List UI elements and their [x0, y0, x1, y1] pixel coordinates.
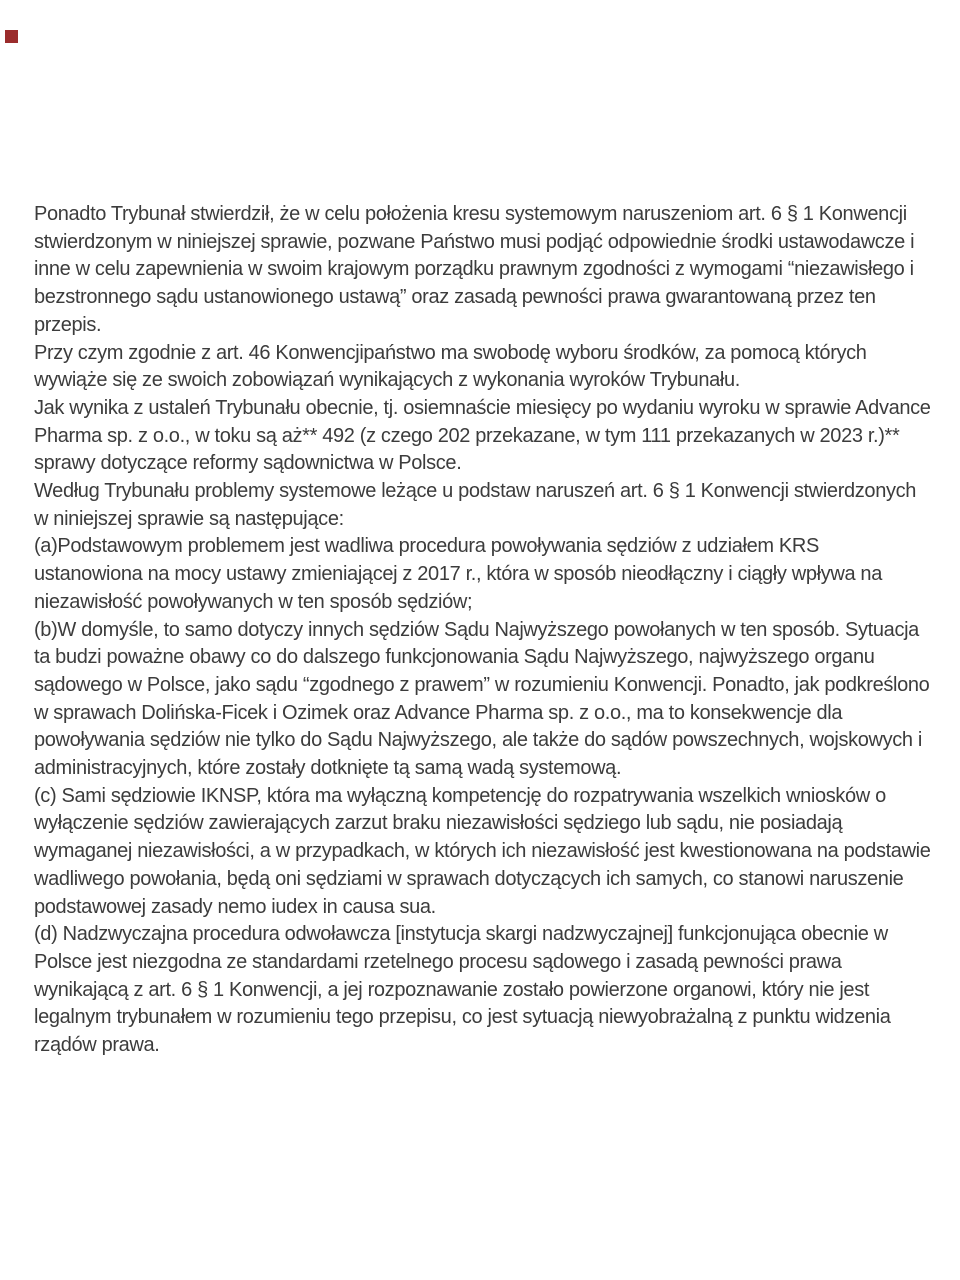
paragraph: Ponadto Trybunał stwierdził, że w celu położenia kresu systemowym naruszeniom art. 6 § 1 Konwencji stwierdzonym w niniejszej sprawie, pozwane Państwo musi podjąć odpowiednie środki ustawodawcze i inne w celu zapewnienia w swoim krajowym porządku prawnym zgodności z wymogami “niezawisłego i bezstronnego sądu ustanowionego ustawą” oraz zasadą pewności prawa gwarantowaną przez ten przepis.	[34, 203, 915, 336]
paragraph: (d) Nadzwyczajna procedura odwoławcza [instytucja skargi nadzwyczajnej] funkcjonująca obecnie w Polsce jest niezgodna ze standardami rzetelnego procesu sądowego i zasadą pewności prawa wynikającą z art. 6 § 1 Konwencji, a jej rozpoznawanie zostało powierzone organowi, który nie jest legalnym trybunałem w rozumieniu tego przepisu, co jest sytuacją niewyobrażalną z punktu widzenia rządów prawa.	[34, 923, 891, 1057]
paragraph: (a)Podstawowym problemem jest wadliwa procedura powoływania sędziów z udziałem KRS ustanowiona na mocy ustawy zmieniającej z 2017 r., która w sposób nieodłączny i ciągły wpływa na niezawisłość powoływanych w ten sposób sędziów;	[34, 535, 882, 613]
paragraph: Przy czym zgodnie z art. 46 Konwencjipaństwo ma swobodę wyboru środków, za pomocą których wywiąże się ze swoich zobowiązań wynikających z wykonania wyroków Trybunału.	[34, 341, 867, 392]
paragraph: (c) Sami sędziowie IKNSP, która ma wyłączną kompetencję do rozpatrywania wszelkich wniosków o wyłączenie sędziów zawierających zarzut braku niezawisłości sędziego lub sądu, nie posiadają wymaganej niezawisłości, a w przypadkach, w których ich niezawisłość jest kwestionowana na podstawie wadliwego powołania, będą oni sędziami w sprawach dotyczących ich samych, co stanowi naruszenie podstawowej zasady nemo iudex in causa sua.	[34, 784, 931, 918]
paragraph: Według Trybunału problemy systemowe leżące u podstaw naruszeń art. 6 § 1 Konwencji stwierdzonych w niniejszej sprawie są następujące:	[34, 480, 917, 530]
paragraph: Jak wynika z ustaleń Trybunału obecnie, tj. osiemnaście miesięcy po wydaniu wyroku w sprawie Advance Pharma sp. z o.o., w toku są aż** 492 (z czego 202 przekazane, w tym 111 przekazanych w 2023 r.)** sprawy dotyczące reformy sądownictwa w Polsce.	[34, 396, 931, 475]
paragraph: (b)W domyśle, to samo dotyczy innych sędziów Sądu Najwyższego powołanych w ten sposób. Sytuacja ta budzi poważne obawy co do dalszego funkcjonowania Sądu Najwyższego, najwyższego organu sądowego w Polsce, jako sądu “zgodnego z prawem” w rozumieniu Konwencji. Ponadto, jak podkreślono w sprawach Dolińska-Ficek i Ozimek oraz Advance Pharma sp. z o.o., ma to konsekwencje dla powoływania sędziów nie tylko do Sądu Najwyższego, ale także do sądów powszechnych, wojskowych i administracyjnych, które zostały dotknięte tą samą wadą systemową.	[34, 618, 930, 780]
red-square-marker	[5, 30, 18, 43]
document-text-body	[34, 201, 932, 1060]
